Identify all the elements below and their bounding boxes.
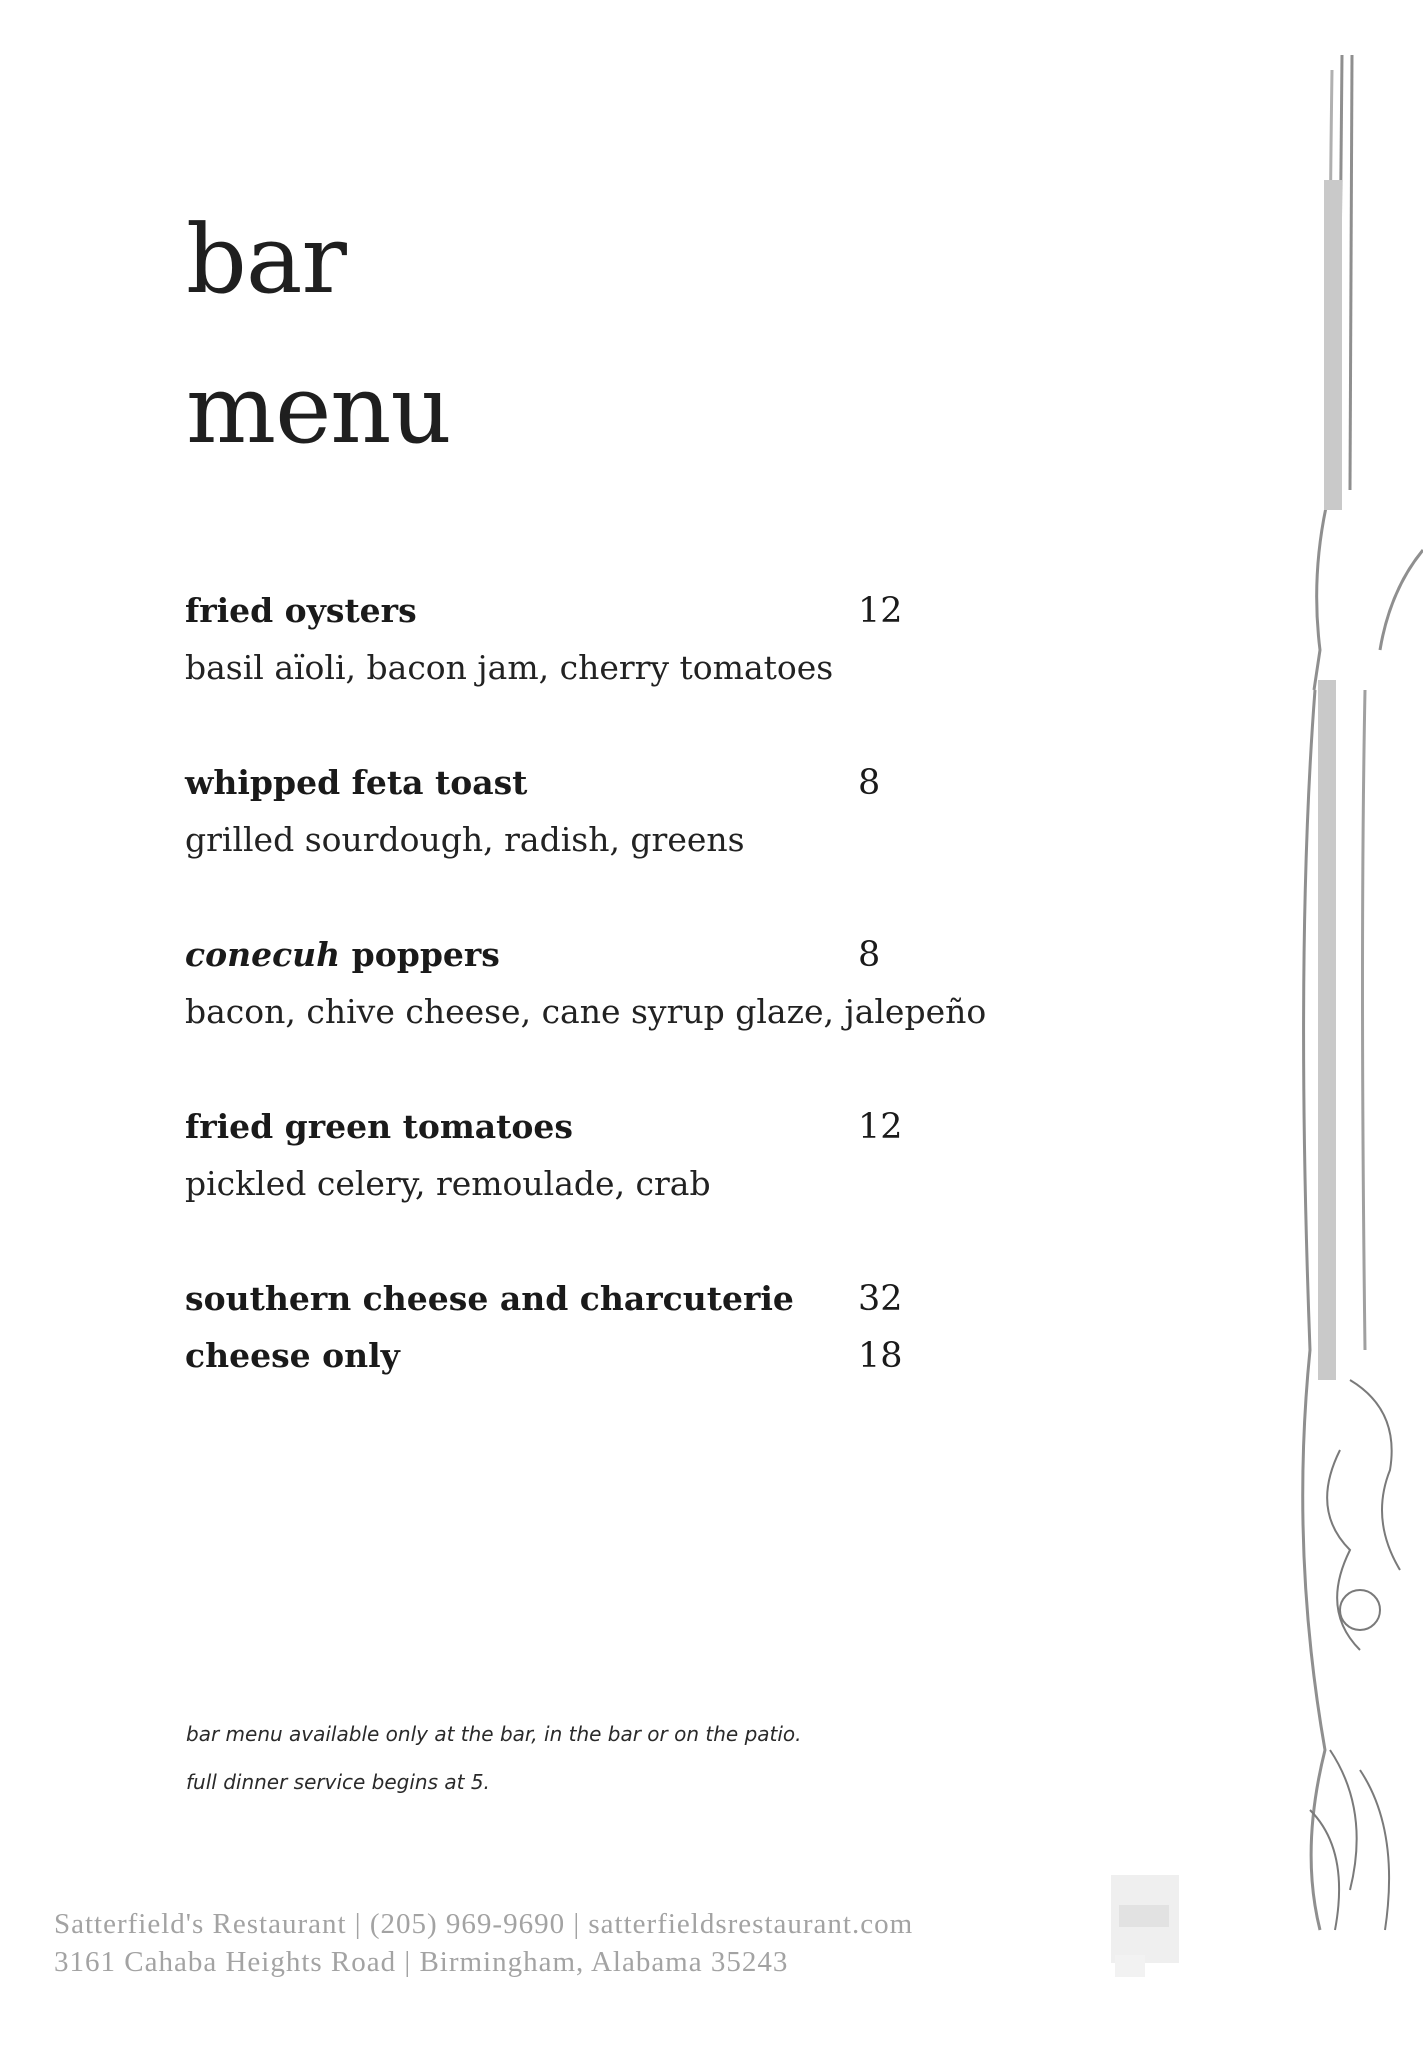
title-line-bar: bar	[186, 205, 346, 315]
menu-item-fried-green-tomatoes	[185, 1101, 965, 1273]
item-name-text: fried oysters	[185, 591, 417, 630]
fork-illustration-icon	[1290, 50, 1423, 1950]
item-name	[185, 1101, 573, 1153]
item-description: grilled sourdough, radish, greens	[185, 820, 745, 859]
footer-contact-line: Satterfield's Restaurant | (205) 969-9690 | satterfieldsrestaurant.com	[54, 1908, 914, 1940]
footer-address-line: 3161 Cahaba Heights Road | Birmingham, Alabama 35243	[54, 1946, 789, 1978]
item-description: pickled celery, remoulade, crab	[185, 1164, 711, 1203]
menu-item-southern-cheese-charcuterie	[185, 1273, 965, 1330]
item-name	[185, 585, 417, 637]
restaurant-footer	[54, 1905, 913, 1981]
item-name-text: cheese only	[185, 1336, 400, 1375]
item-name	[185, 1273, 794, 1325]
item-name-text: southern cheese and charcuterie	[185, 1279, 794, 1318]
title-line-menu: menu	[186, 355, 451, 465]
menu-item-whipped-feta-toast	[185, 757, 965, 929]
item-price: 18	[858, 1336, 903, 1376]
menu-item-cheese-only	[185, 1330, 965, 1387]
item-name-text: poppers	[340, 935, 500, 974]
item-description: basil aïoli, bacon jam, cherry tomatoes	[185, 648, 834, 687]
item-name	[185, 929, 500, 981]
item-name-text: fried green tomatoes	[185, 1107, 573, 1146]
menu-item-conecuh-poppers	[185, 929, 987, 1101]
item-price: 12	[858, 1107, 903, 1147]
item-name	[185, 1330, 400, 1382]
item-price: 32	[858, 1279, 903, 1319]
item-name-text: whipped feta toast	[185, 763, 528, 802]
dinner-service-note: full dinner service begins at 5.	[186, 1770, 490, 1794]
availability-note: bar menu available only at the bar, in the bar or on the patio.	[186, 1722, 802, 1746]
menu-item-fried-oysters	[185, 585, 965, 757]
item-name	[185, 757, 527, 809]
seal-icon	[1105, 1855, 1185, 1985]
item-price: 12	[858, 591, 903, 631]
item-description: bacon, chive cheese, cane syrup glaze, jalepeño	[185, 992, 987, 1031]
item-name-italic: conecuh	[185, 935, 341, 974]
menu-notes	[186, 1723, 802, 1819]
menu-title	[186, 185, 451, 485]
item-price: 8	[858, 763, 881, 803]
menu-items	[185, 585, 987, 1387]
item-price: 8	[858, 935, 881, 975]
